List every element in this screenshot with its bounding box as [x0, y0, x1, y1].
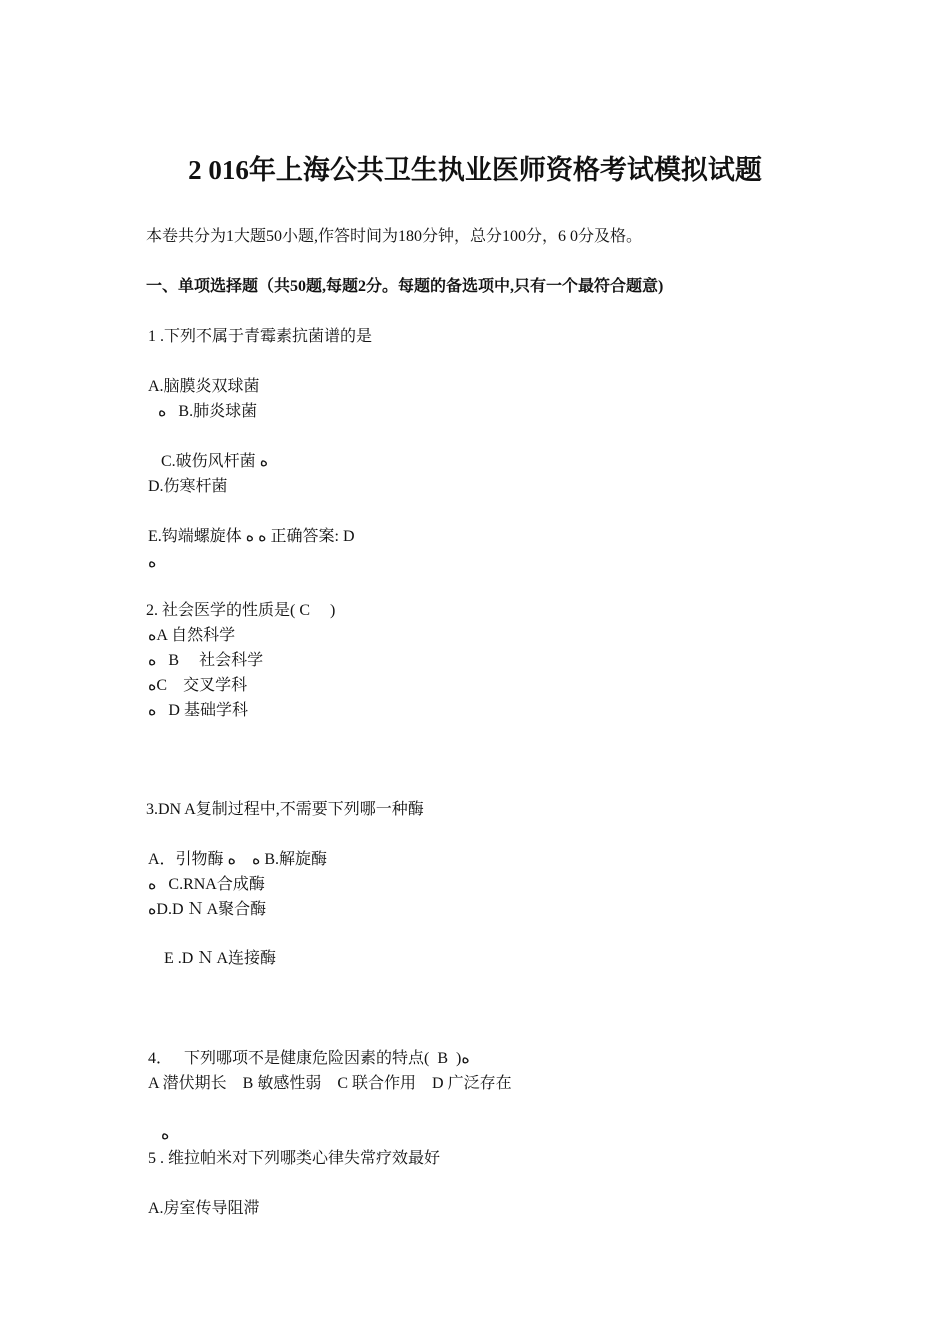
question-2-option-c: ﻩC 交叉学科 — [148, 677, 248, 694]
question-4-options: A 潜伏期长 B 敏感性弱 C 联合作用 D 广泛存在 — [148, 1075, 512, 1092]
question-4-trailing-mark: ﻩ — [161, 1126, 170, 1143]
question-3-option-c: ﻩ C.RNA合成酶 — [148, 876, 265, 893]
question-5-option-a: A.房室传导阻滞 — [148, 1200, 260, 1217]
question-3-option-e: E .D Ｎ A连接酶 — [164, 950, 277, 967]
question-1-option-b: ﻩ B.肺炎球菌 — [158, 403, 258, 420]
question-1-stem: 1 .下列不属于青霉素抗菌谱的是 — [148, 328, 373, 345]
document-title: 2 016年上海公共卫生执业医师资格考试模拟试题 — [188, 155, 762, 185]
question-2-option-b: ﻩ B 社会科学 — [148, 652, 264, 669]
question-2-option-d: ﻩ D 基础学科 — [148, 702, 248, 719]
question-3-options-ab: A．引物酶 ﻩ ﻩ B.解旋酶 — [148, 851, 328, 868]
question-2-option-a: ﻩA 自然科学 — [148, 627, 236, 644]
question-1-option-d: D.伤寒杆菌 — [148, 478, 228, 495]
question-3-option-d: ﻩD.D Ｎ A聚合酶 — [148, 901, 267, 918]
question-1-option-e-answer: E.钩端螺旋体 ﻩ ﻩ 正确答案: D — [148, 528, 355, 545]
exam-intro: 本卷共分为1大题50小题,作答时间为180分钟，总分100分，6 0分及格。 — [146, 228, 643, 245]
question-2-stem: 2. 社会医学的性质是( C ) — [146, 602, 336, 619]
question-5-stem: 5 . 维拉帕米对下列哪类心律失常疗效最好 — [148, 1150, 441, 1167]
section-heading: 一、单项选择题（共50题,每题2分。每题的备选项中,只有一个最符合题意) — [146, 278, 664, 295]
question-4-stem: 4． 下列哪项不是健康危险因素的特点( B )ﻩ — [148, 1050, 470, 1067]
question-3-stem: 3.DN A复制过程中,不需要下列哪一种酶 — [146, 801, 424, 818]
question-1-option-c: C.破伤风杆菌 ﻩ — [161, 453, 269, 470]
question-1-trailing-mark: ﻩ — [148, 554, 157, 571]
question-1-option-a: A.脑膜炎双球菌 — [148, 378, 260, 395]
